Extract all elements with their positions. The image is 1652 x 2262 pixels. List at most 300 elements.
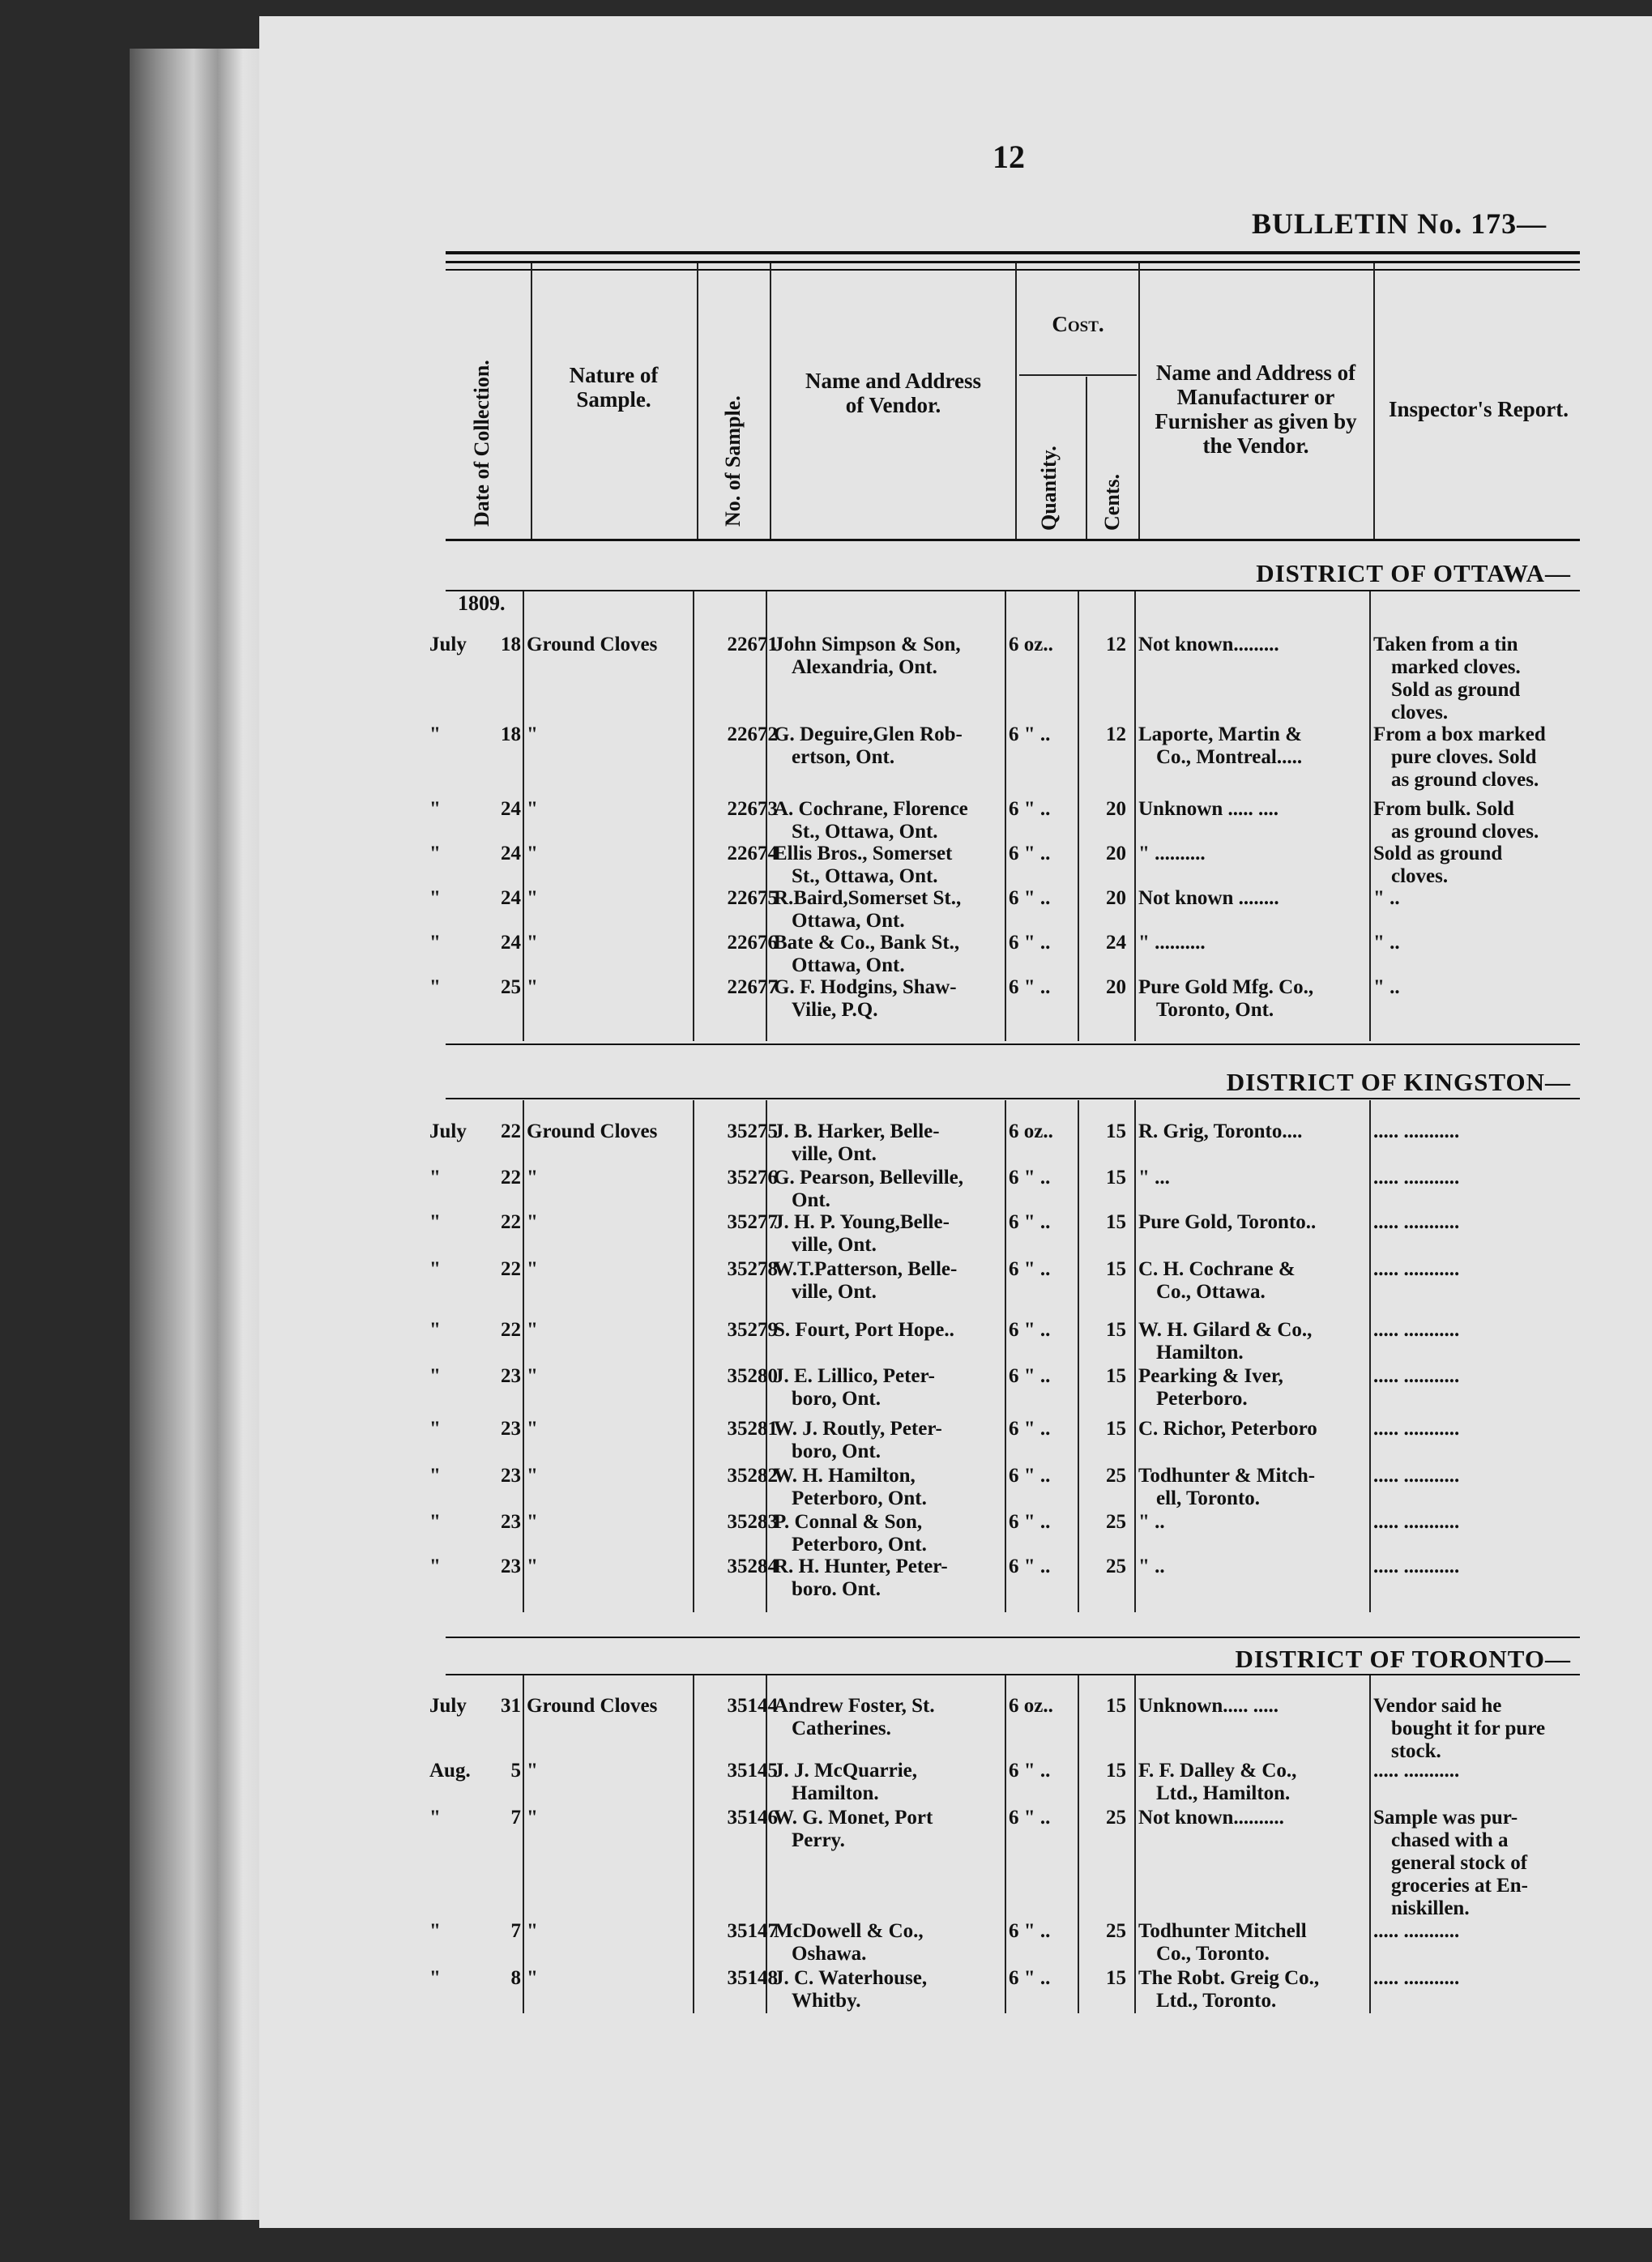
manufacturer bbox=[1138, 634, 1369, 656]
quantity: 6 " .. bbox=[1009, 1258, 1051, 1280]
manufacturer-line: " .......... bbox=[1138, 932, 1206, 954]
inspector-report bbox=[1373, 634, 1576, 724]
inspector-report-line: pure cloves. Sold bbox=[1391, 746, 1537, 768]
sample-nature: " bbox=[527, 1807, 538, 1829]
top-rule-2 bbox=[446, 261, 1580, 263]
vendor bbox=[774, 1807, 1009, 1852]
book-binding bbox=[130, 49, 271, 2220]
sample-nature: " bbox=[527, 1365, 538, 1387]
cents: 25 bbox=[1106, 1511, 1126, 1533]
vendor-line: Alexandria, Ont. bbox=[792, 656, 937, 678]
district-rule bbox=[446, 1098, 1580, 1099]
inspector-report bbox=[1373, 1760, 1576, 1782]
inspector-report-line: ..... ........... bbox=[1373, 1120, 1460, 1142]
date-day: 22 bbox=[501, 1319, 521, 1341]
quantity: 6 " .. bbox=[1009, 887, 1051, 909]
manufacturer-line: Pure Gold Mfg. Co., bbox=[1138, 976, 1314, 998]
manufacturer-line: Pure Gold, Toronto.. bbox=[1138, 1211, 1317, 1233]
manufacturer-line: " .. bbox=[1138, 1556, 1165, 1577]
manufacturer bbox=[1138, 932, 1369, 954]
col-sep bbox=[1369, 591, 1371, 1041]
inspector-report bbox=[1373, 1211, 1576, 1234]
inspector-report-line: ..... ........... bbox=[1373, 1920, 1460, 1942]
vendor-line: J. B. Harker, Belle- bbox=[774, 1120, 940, 1142]
sample-number: 35282 bbox=[727, 1465, 778, 1487]
manufacturer bbox=[1138, 1319, 1369, 1364]
vendor-line: R.Baird,Somerset St., bbox=[774, 887, 962, 909]
sample-number: 35147 bbox=[727, 1920, 778, 1942]
vendor bbox=[774, 1319, 1009, 1342]
vendor-line: Ellis Bros., Somerset bbox=[774, 843, 953, 864]
inspector-report-line: ..... ........... bbox=[1373, 1365, 1460, 1387]
date-month: " bbox=[429, 1967, 441, 1989]
vendor-line: Vilie, P.Q. bbox=[792, 999, 878, 1021]
quantity: 6 oz.. bbox=[1009, 1695, 1053, 1717]
cents: 20 bbox=[1106, 798, 1126, 820]
inspector-report-line: " .. bbox=[1373, 887, 1400, 909]
date-month: " bbox=[429, 1211, 441, 1233]
vendor-line: St., Ottawa, Ont. bbox=[792, 865, 938, 887]
col-sep bbox=[770, 263, 771, 540]
vendor-line: G. F. Hodgins, Shaw- bbox=[774, 976, 957, 998]
district-heading: DISTRICT OF TORONTO— bbox=[1235, 1645, 1571, 1673]
col-sep bbox=[1373, 263, 1375, 540]
inspector-report bbox=[1373, 1556, 1576, 1578]
quantity: 6 " .. bbox=[1009, 976, 1051, 998]
cents: 15 bbox=[1106, 1967, 1126, 1989]
sample-number: 35281 bbox=[727, 1418, 778, 1440]
vendor bbox=[774, 1418, 1009, 1463]
vendor-line: W. H. Hamilton, bbox=[774, 1465, 916, 1487]
manufacturer-line: Toronto, Ont. bbox=[1156, 999, 1274, 1021]
col-sep bbox=[1369, 1675, 1371, 2013]
date-month: " bbox=[429, 1258, 441, 1280]
manufacturer-line: " ... bbox=[1138, 1167, 1170, 1189]
cents: 12 bbox=[1106, 634, 1126, 655]
date-day: 23 bbox=[501, 1365, 521, 1387]
cents: 15 bbox=[1106, 1695, 1126, 1717]
vendor-line: J. E. Lillico, Peter- bbox=[774, 1365, 936, 1387]
manufacturer bbox=[1138, 1418, 1369, 1440]
manufacturer-line: " .. bbox=[1138, 1511, 1165, 1533]
vendor-line: ville, Ont. bbox=[792, 1281, 877, 1303]
date-month: July bbox=[429, 634, 467, 655]
manufacturer bbox=[1138, 1167, 1369, 1189]
date-month: " bbox=[429, 932, 441, 954]
inspector-report bbox=[1373, 1319, 1576, 1342]
date-day: 7 bbox=[510, 1807, 521, 1829]
inspector-report-line: ..... ........... bbox=[1373, 1967, 1460, 1989]
header-cents: Cents. bbox=[1100, 473, 1124, 531]
vendor bbox=[774, 798, 1009, 843]
date-month: " bbox=[429, 1556, 441, 1577]
date-month: July bbox=[429, 1120, 467, 1142]
manufacturer-line: " .......... bbox=[1138, 843, 1206, 864]
manufacturer-line: Ltd., Hamilton. bbox=[1156, 1782, 1291, 1804]
inspector-report bbox=[1373, 1920, 1576, 1943]
quantity: 6 " .. bbox=[1009, 1556, 1051, 1577]
sample-nature: " bbox=[527, 1760, 538, 1782]
sample-nature: " bbox=[527, 1319, 538, 1341]
inspector-report-line: chased with a bbox=[1391, 1829, 1509, 1851]
col-sep bbox=[697, 263, 698, 540]
vendor bbox=[774, 634, 1009, 679]
vendor-line: Ottawa, Ont. bbox=[792, 910, 905, 932]
vendor bbox=[774, 1365, 1009, 1411]
inspector-report-line: cloves. bbox=[1391, 702, 1449, 723]
manufacturer bbox=[1138, 887, 1369, 910]
sample-number: 35275 bbox=[727, 1120, 778, 1142]
date-month: Aug. bbox=[429, 1760, 471, 1782]
vendor bbox=[774, 1695, 1009, 1740]
inspector-report bbox=[1373, 1418, 1576, 1440]
vendor-line: ville, Ont. bbox=[792, 1143, 877, 1165]
inspector-report-line: ..... ........... bbox=[1373, 1760, 1460, 1782]
manufacturer bbox=[1138, 1258, 1369, 1304]
sample-number: 35283 bbox=[727, 1511, 778, 1533]
sample-nature: Ground Cloves bbox=[527, 1695, 658, 1717]
header-date: Date of Collection. bbox=[470, 360, 493, 527]
inspector-report-line: ..... ........... bbox=[1373, 1167, 1460, 1189]
quantity: 6 " .. bbox=[1009, 1760, 1051, 1782]
inspector-report bbox=[1373, 1365, 1576, 1388]
date-day: 31 bbox=[501, 1695, 521, 1717]
sample-nature: " bbox=[527, 798, 538, 820]
inspector-report-line: stock. bbox=[1391, 1740, 1441, 1762]
inspector-report bbox=[1373, 976, 1576, 999]
vendor bbox=[774, 1211, 1009, 1257]
quantity: 6 " .. bbox=[1009, 1807, 1051, 1829]
vendor-line: Andrew Foster, St. bbox=[774, 1695, 935, 1717]
manufacturer bbox=[1138, 1211, 1369, 1234]
vendor-line: P. Connal & Son, bbox=[774, 1511, 923, 1533]
vendor-line: J. J. McQuarrie, bbox=[774, 1760, 918, 1782]
inspector-report bbox=[1373, 932, 1576, 954]
date-month: " bbox=[429, 1511, 441, 1533]
vendor-line: ertson, Ont. bbox=[792, 746, 895, 768]
vendor-line: S. Fourt, Port Hope.. bbox=[774, 1319, 954, 1341]
date-month: " bbox=[429, 1167, 441, 1189]
cents: 15 bbox=[1106, 1258, 1126, 1280]
manufacturer-line: C. Richor, Peterboro bbox=[1138, 1418, 1317, 1440]
vendor-line: Hamilton. bbox=[792, 1782, 879, 1804]
vendor bbox=[774, 887, 1009, 933]
date-day: 22 bbox=[501, 1167, 521, 1189]
inspector-report-line: Taken from a tin bbox=[1373, 634, 1518, 655]
manufacturer-line: Peterboro. bbox=[1156, 1388, 1248, 1410]
vendor-line: McDowell & Co., bbox=[774, 1920, 924, 1942]
header-manufacturer: Name and Address of Manufacturer or Furnisher as given by the Vendor. bbox=[1155, 361, 1357, 458]
manufacturer bbox=[1138, 1465, 1369, 1510]
inspector-report-line: general stock of bbox=[1391, 1852, 1528, 1874]
date-month: " bbox=[429, 1365, 441, 1387]
sample-number: 35278 bbox=[727, 1258, 778, 1280]
col-sep bbox=[1086, 377, 1087, 540]
sample-nature: " bbox=[527, 932, 538, 954]
cents: 20 bbox=[1106, 976, 1126, 998]
vendor-line: W.T.Patterson, Belle- bbox=[774, 1258, 958, 1280]
date-day: 23 bbox=[501, 1465, 521, 1487]
inspector-report bbox=[1373, 1120, 1576, 1143]
district-end-rule bbox=[446, 1637, 1580, 1638]
vendor-line: Ottawa, Ont. bbox=[792, 954, 905, 976]
sample-nature: " bbox=[527, 723, 538, 745]
manufacturer bbox=[1138, 1920, 1369, 1965]
col-sep bbox=[1015, 263, 1017, 540]
inspector-report bbox=[1373, 1967, 1576, 1990]
col-sep bbox=[523, 1675, 524, 2013]
manufacturer-line: Pearking & Iver, bbox=[1138, 1365, 1283, 1387]
manufacturer bbox=[1138, 1695, 1369, 1718]
inspector-report bbox=[1373, 1258, 1576, 1281]
sample-number: 35280 bbox=[727, 1365, 778, 1387]
district-rule bbox=[446, 1674, 1580, 1675]
vendor-line: St., Ottawa, Ont. bbox=[792, 821, 938, 843]
inspector-report bbox=[1373, 1511, 1576, 1534]
manufacturer-line: C. H. Cochrane & bbox=[1138, 1258, 1296, 1280]
col-sep bbox=[693, 591, 694, 1041]
manufacturer bbox=[1138, 1760, 1369, 1805]
vendor-line: J. C. Waterhouse, bbox=[774, 1967, 928, 1989]
quantity: 6 " .. bbox=[1009, 723, 1051, 745]
cents: 25 bbox=[1106, 1920, 1126, 1942]
sample-number: 22677 bbox=[727, 976, 778, 998]
cents: 15 bbox=[1106, 1167, 1126, 1189]
date-month: " bbox=[429, 1807, 441, 1829]
date-month: " bbox=[429, 1465, 441, 1487]
manufacturer-line: Co., Ottawa. bbox=[1156, 1281, 1266, 1303]
vendor-line: Peterboro, Ont. bbox=[792, 1534, 927, 1556]
manufacturer-line: Hamilton. bbox=[1156, 1342, 1244, 1364]
date-month: " bbox=[429, 1418, 441, 1440]
header-nature: Nature of Sample. bbox=[569, 363, 659, 412]
col-sep bbox=[531, 263, 532, 540]
vendor bbox=[774, 1120, 1009, 1166]
manufacturer bbox=[1138, 976, 1369, 1022]
date-day: 24 bbox=[501, 887, 521, 909]
header-bottom-rule bbox=[446, 539, 1580, 541]
manufacturer bbox=[1138, 843, 1369, 865]
manufacturer-line: Not known.......... bbox=[1138, 1807, 1284, 1829]
sample-nature: " bbox=[527, 1258, 538, 1280]
vendor bbox=[774, 723, 1009, 769]
vendor-line: Catherines. bbox=[792, 1718, 891, 1739]
date-month: " bbox=[429, 887, 441, 909]
date-day: 25 bbox=[501, 976, 521, 998]
manufacturer-line: R. Grig, Toronto.... bbox=[1138, 1120, 1303, 1142]
quantity: 6 " .. bbox=[1009, 1365, 1051, 1387]
vendor-line: Ont. bbox=[792, 1189, 830, 1211]
manufacturer-line: Unknown..... ..... bbox=[1138, 1695, 1278, 1717]
inspector-report-line: as ground cloves. bbox=[1391, 769, 1539, 791]
inspector-report bbox=[1373, 1807, 1576, 1920]
sample-nature: " bbox=[527, 843, 538, 864]
date-month: " bbox=[429, 723, 441, 745]
sample-nature: " bbox=[527, 1465, 538, 1487]
date-month: " bbox=[429, 843, 441, 864]
col-sep bbox=[1134, 1100, 1136, 1612]
inspector-report-line: Sample was pur- bbox=[1373, 1807, 1518, 1829]
cents: 25 bbox=[1106, 1465, 1126, 1487]
sample-nature: " bbox=[527, 1967, 538, 1989]
col-sep bbox=[1078, 1675, 1079, 2013]
date-day: 24 bbox=[501, 843, 521, 864]
date-day: 23 bbox=[501, 1418, 521, 1440]
col-sep bbox=[1134, 591, 1136, 1041]
quantity: 6 " .. bbox=[1009, 1511, 1051, 1533]
top-rule bbox=[446, 251, 1580, 254]
col-sep bbox=[766, 1675, 767, 2013]
cents: 15 bbox=[1106, 1211, 1126, 1233]
inspector-report-line: Sold as ground bbox=[1391, 679, 1521, 701]
date-month: " bbox=[429, 1920, 441, 1942]
sample-number: 35146 bbox=[727, 1807, 778, 1829]
sample-number: 35144 bbox=[727, 1695, 778, 1717]
district-rule bbox=[446, 590, 1580, 591]
date-day: 22 bbox=[501, 1120, 521, 1142]
inspector-report-line: bought it for pure bbox=[1391, 1718, 1546, 1739]
cost-rule bbox=[1019, 374, 1137, 376]
sample-nature: " bbox=[527, 887, 538, 909]
cents: 25 bbox=[1106, 1807, 1126, 1829]
manufacturer bbox=[1138, 1120, 1369, 1143]
inspector-report bbox=[1373, 843, 1576, 888]
date-month: " bbox=[429, 1319, 441, 1341]
sample-number: 22671 bbox=[727, 634, 778, 655]
sample-number: 35145 bbox=[727, 1760, 778, 1782]
date-day: 24 bbox=[501, 932, 521, 954]
sample-nature: " bbox=[527, 1211, 538, 1233]
district-end-rule bbox=[446, 1044, 1580, 1045]
cents: 20 bbox=[1106, 887, 1126, 909]
vendor-line: boro, Ont. bbox=[792, 1440, 881, 1462]
header-number: No. of Sample. bbox=[721, 395, 745, 527]
inspector-report-line: as ground cloves. bbox=[1391, 821, 1539, 843]
sample-nature: " bbox=[527, 1418, 538, 1440]
sample-nature: Ground Cloves bbox=[527, 1120, 658, 1142]
manufacturer bbox=[1138, 1556, 1369, 1578]
running-head: BULLETIN No. 173— bbox=[1252, 207, 1547, 240]
inspector-report-line: " .. bbox=[1373, 932, 1400, 954]
sample-number: 35148 bbox=[727, 1967, 778, 1989]
vendor bbox=[774, 1258, 1009, 1304]
col-sep bbox=[1138, 263, 1140, 540]
manufacturer-line: The Robt. Greig Co., bbox=[1138, 1967, 1320, 1989]
vendor-line: G. Pearson, Belleville, bbox=[774, 1167, 963, 1189]
top-rule-3 bbox=[446, 269, 1580, 271]
vendor-line: Perry. bbox=[792, 1829, 845, 1851]
quantity: 6 " .. bbox=[1009, 798, 1051, 820]
inspector-report-line: " .. bbox=[1373, 976, 1400, 998]
quantity: 6 oz.. bbox=[1009, 634, 1053, 655]
quantity: 6 " .. bbox=[1009, 1418, 1051, 1440]
date-day: 23 bbox=[501, 1511, 521, 1533]
col-sep bbox=[523, 1100, 524, 1612]
date-day: 7 bbox=[510, 1920, 521, 1942]
col-sep bbox=[1134, 1675, 1136, 2013]
inspector-report-line: ..... ........... bbox=[1373, 1511, 1460, 1533]
manufacturer bbox=[1138, 1807, 1369, 1829]
inspector-report-line: From bulk. Sold bbox=[1373, 798, 1514, 820]
inspector-report-line: ..... ........... bbox=[1373, 1258, 1460, 1280]
manufacturer-line: Co., Toronto. bbox=[1156, 1943, 1270, 1965]
date-day: 23 bbox=[501, 1556, 521, 1577]
manufacturer-line: Todhunter & Mitch- bbox=[1138, 1465, 1316, 1487]
quantity: 6 " .. bbox=[1009, 932, 1051, 954]
inspector-report-line: Sold as ground bbox=[1373, 843, 1503, 864]
vendor bbox=[774, 843, 1009, 888]
manufacturer-line: Not known......... bbox=[1138, 634, 1279, 655]
vendor bbox=[774, 1920, 1009, 1965]
sample-number: 22673 bbox=[727, 798, 778, 820]
manufacturer-line: Ltd., Toronto. bbox=[1156, 1990, 1277, 2012]
date-day: 18 bbox=[501, 723, 521, 745]
year-label: 1809. bbox=[458, 591, 506, 615]
inspector-report-line: ..... ........... bbox=[1373, 1211, 1460, 1233]
inspector-report bbox=[1373, 1465, 1576, 1487]
quantity: 6 " .. bbox=[1009, 1211, 1051, 1233]
quantity: 6 " .. bbox=[1009, 1319, 1051, 1341]
sample-number: 22675 bbox=[727, 887, 778, 909]
vendor-line: R. H. Hunter, Peter- bbox=[774, 1556, 948, 1577]
quantity: 6 oz.. bbox=[1009, 1120, 1053, 1142]
inspector-report bbox=[1373, 887, 1576, 910]
manufacturer bbox=[1138, 798, 1369, 821]
header-report: Inspector's Report. bbox=[1389, 397, 1569, 421]
date-day: 18 bbox=[501, 634, 521, 655]
manufacturer-line: Not known ........ bbox=[1138, 887, 1279, 909]
header-vendor: Name and Address of Vendor. bbox=[805, 369, 982, 417]
inspector-report bbox=[1373, 1167, 1576, 1189]
sample-number: 35277 bbox=[727, 1211, 778, 1233]
sample-nature: " bbox=[527, 1167, 538, 1189]
cents: 15 bbox=[1106, 1319, 1126, 1341]
inspector-report bbox=[1373, 1695, 1576, 1763]
vendor-line: W. J. Routly, Peter- bbox=[774, 1418, 942, 1440]
header-quantity: Quantity. bbox=[1037, 446, 1061, 531]
vendor bbox=[774, 1511, 1009, 1556]
vendor-line: John Simpson & Son, bbox=[774, 634, 961, 655]
manufacturer bbox=[1138, 1967, 1369, 2012]
district-heading: DISTRICT OF OTTAWA— bbox=[1256, 559, 1571, 587]
inspector-report-line: Vendor said he bbox=[1373, 1695, 1502, 1717]
quantity: 6 " .. bbox=[1009, 1167, 1051, 1189]
inspector-report-line: cloves. bbox=[1391, 865, 1449, 887]
vendor-line: Peterboro, Ont. bbox=[792, 1487, 927, 1509]
quantity: 6 " .. bbox=[1009, 1967, 1051, 1989]
vendor-line: boro. Ont. bbox=[792, 1578, 881, 1600]
cents: 25 bbox=[1106, 1556, 1126, 1577]
sample-nature: " bbox=[527, 1920, 538, 1942]
vendor bbox=[774, 1465, 1009, 1510]
manufacturer-line: ell, Toronto. bbox=[1156, 1487, 1261, 1509]
sample-nature: Ground Cloves bbox=[527, 634, 658, 655]
inspector-report-line: ..... ........... bbox=[1373, 1465, 1460, 1487]
vendor bbox=[774, 976, 1009, 1022]
manufacturer-line: F. F. Dalley & Co., bbox=[1138, 1760, 1297, 1782]
sample-number: 22674 bbox=[727, 843, 778, 864]
vendor-line: Oshawa. bbox=[792, 1943, 867, 1965]
col-sep bbox=[1369, 1100, 1371, 1612]
vendor bbox=[774, 932, 1009, 977]
vendor-line: J. H. P. Young,Belle- bbox=[774, 1211, 950, 1233]
quantity: 6 " .. bbox=[1009, 1465, 1051, 1487]
date-day: 22 bbox=[501, 1258, 521, 1280]
inspector-report-line: ..... ........... bbox=[1373, 1556, 1460, 1577]
inspector-report-line: marked cloves. bbox=[1391, 656, 1521, 678]
sample-number: 22672 bbox=[727, 723, 778, 745]
inspector-report-line: From a box marked bbox=[1373, 723, 1546, 745]
